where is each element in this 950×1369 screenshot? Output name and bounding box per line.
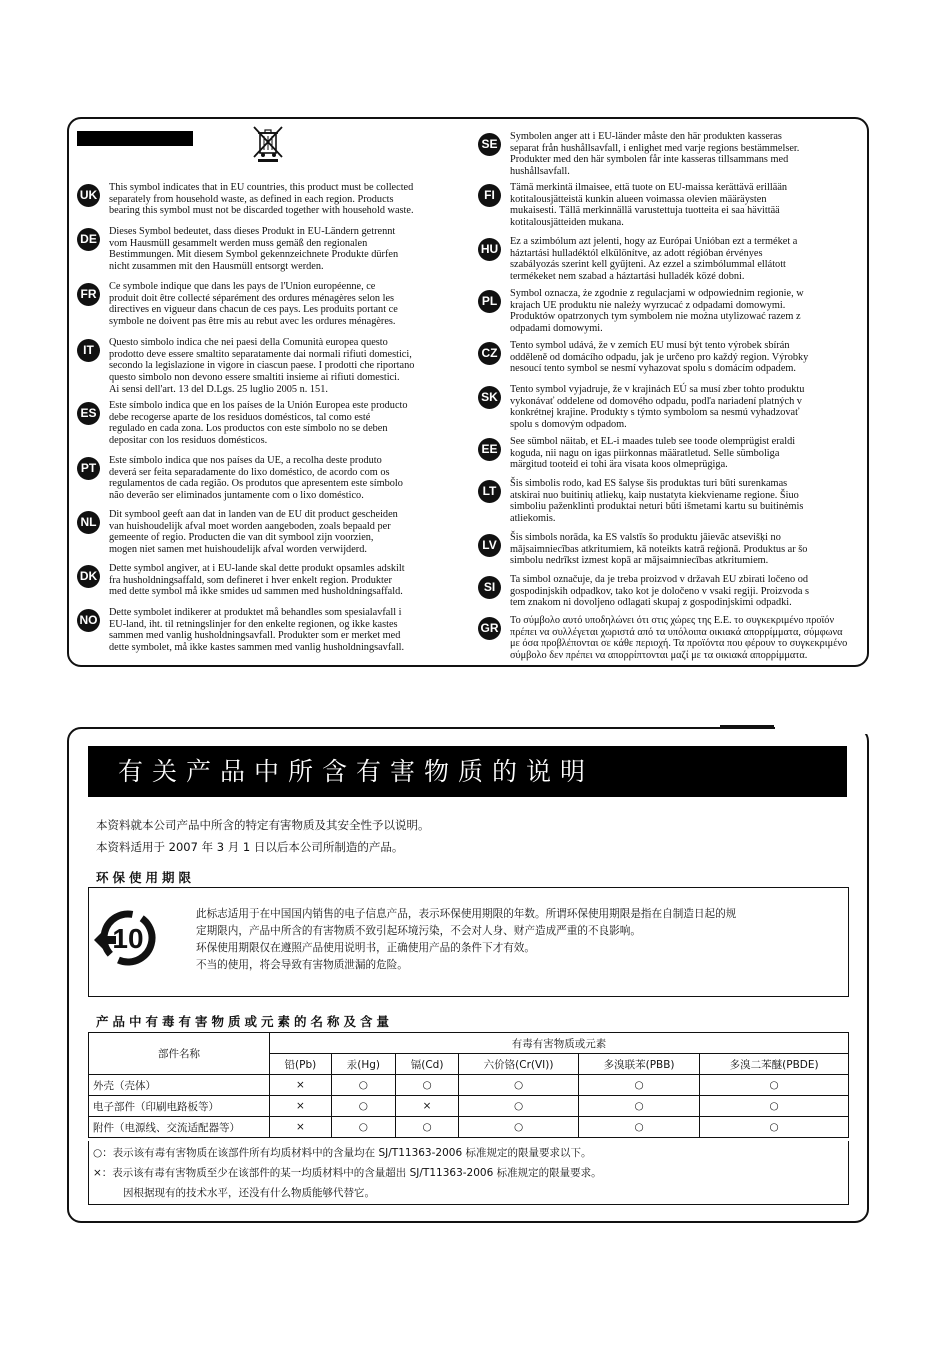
lang-text-se: Symbolen anger att i EU-länder måste den här produkten kasseras separat från hushållsavfall, i enlighet med varje regions bestämmelser. Produkter med den här symbolen får inte kasseras tillsammans med hushållsavfall. <box>510 131 800 178</box>
box-corner-gap <box>775 722 875 734</box>
lang-badge-nl: NL <box>77 511 100 534</box>
table-heading: 产品中有毒有害物质或元素的名称及含量 <box>96 1014 394 1029</box>
lang-block-it <box>77 337 469 396</box>
lang-badge-ee: EE <box>478 438 501 461</box>
intro-line-1: 本资料就本公司产品中所含的特定有害物质及其安全性予以说明。 <box>96 818 430 832</box>
part-name-cell: 外壳（壳体） <box>89 1075 270 1096</box>
intro-line-2: 本资料适用于 2007 年 3 月 1 日以后本公司所制造的产品。 <box>96 840 404 854</box>
lang-block-dk <box>77 563 469 598</box>
lang-block-pt <box>77 455 469 502</box>
lang-text-dk: Dette symbol angiver, at i EU-lande skal dette produkt opsamles adskilt fra husholdningsaffald, som defineret i hver enkelt region. Produkter med dette symbol må ikke smides ud sammen med husholdningsaffald. <box>109 563 405 598</box>
lang-badge-pl: PL <box>478 290 501 313</box>
lang-badge-gr: GR <box>478 617 501 640</box>
lang-block-pl <box>478 288 862 335</box>
lang-block-cz <box>478 340 862 375</box>
substance-column-header: 镉(Cd) <box>395 1054 458 1075</box>
lang-badge-uk: UK <box>77 184 100 207</box>
substance-column-header: 多溴二苯醚(PBDE) <box>700 1054 849 1075</box>
part-name-cell: 附件（电源线、交流适配器等） <box>89 1117 270 1138</box>
rohs-title: 有关产品中所含有害物质的说明 <box>88 746 847 797</box>
lang-badge-si: SI <box>478 576 501 599</box>
lang-text-de: Dieses Symbol bedeutet, dass dieses Produkt in EU-Ländern getrennt vom Hausmüll gesammelt werden muss gemäß den regionalen Bestimmungen. Mit diesem Symbol gekennzeichnete Produkte dürfen nicht zusammen mit den Hausmüll entsorgt werden. <box>109 226 399 273</box>
table-row <box>89 1075 849 1096</box>
lang-block-de <box>77 226 469 273</box>
lang-block-se <box>478 131 862 178</box>
lang-badge-hu: HU <box>478 238 501 261</box>
substance-column-header: 汞(Hg) <box>331 1054 395 1075</box>
substance-mark-cell: ○ <box>578 1096 699 1117</box>
lang-badge-cz: CZ <box>478 342 501 365</box>
substance-mark-cell: ○ <box>459 1096 579 1117</box>
efup-10-years-icon <box>92 898 156 978</box>
substance-mark-cell: × <box>270 1096 332 1117</box>
substance-group-header: 有毒有害物质或元素 <box>270 1033 849 1054</box>
lang-badge-it: IT <box>77 339 100 362</box>
crossed-bin-icon <box>249 124 287 162</box>
substance-mark-cell: × <box>270 1075 332 1096</box>
substance-mark-cell: ○ <box>459 1117 579 1138</box>
substance-mark-cell: ○ <box>578 1075 699 1096</box>
substance-mark-cell: × <box>270 1117 332 1138</box>
table-notes <box>88 1141 849 1205</box>
lang-text-hu: Ez a szimbólum azt jelenti, hogy az Európai Unióban ezt a terméket a háztartási hulladéktól elkülönítve, az adott régióban érvényes szabályozás szerint kell gyűjteni. Az ezzel a szimbólummal ellátott termékeket nem szabad a háztartási hulladék közé dobni. <box>510 236 798 283</box>
box-corner-line <box>720 725 774 727</box>
lang-text-sk: Tento symbol vyjadruje, že v krajinách EÚ sa musí zber tohto produktu vykonávať oddelene od domového odpadu, podľa nariadení platných v konkrétnej krajine. Produkty s týmto symbolom sa nesmú vyhadzovať spolu s domovým odpadom. <box>510 384 805 431</box>
lang-badge-fr: FR <box>77 283 100 306</box>
lang-text-no: Dette symbolet indikerer at produktet må behandles som spesialavfall i EU-land, iht. til retningslinjer for den enkelte regionen, og ikke kastes sammen med vanlig husholdningsavfall. Produkter som er merket med dette symbolet, må ikke kastes sammen med vanlig husholdningsavfall. <box>109 607 405 654</box>
lang-block-es <box>77 400 469 447</box>
lang-badge-lv: LV <box>478 534 501 557</box>
lang-badge-sk: SK <box>478 386 501 409</box>
substance-mark-cell: ○ <box>395 1117 458 1138</box>
lang-badge-de: DE <box>77 228 100 251</box>
substance-mark-cell: × <box>395 1096 458 1117</box>
substance-column-header: 多溴联苯(PBB) <box>578 1054 699 1075</box>
part-name-cell: 电子部件（印刷电路板等） <box>89 1096 270 1117</box>
note-circle: ○：表示该有毒有害物质在该部件所有均质材料中的含量均在 SJ/T11363-2006 标准规定的限量要求以下。 <box>93 1147 592 1159</box>
efup-heading: 环保使用期限 <box>96 870 196 885</box>
substance-mark-cell: ○ <box>331 1096 395 1117</box>
lang-block-no <box>77 607 469 654</box>
lang-block-ee <box>478 436 862 471</box>
part-name-header: 部件名称 <box>89 1033 270 1075</box>
lang-badge-pt: PT <box>77 457 100 480</box>
substance-mark-cell: ○ <box>459 1075 579 1096</box>
substance-mark-cell: ○ <box>331 1117 395 1138</box>
substance-mark-cell: ○ <box>700 1117 849 1138</box>
substance-mark-cell: ○ <box>700 1096 849 1117</box>
lang-text-nl: Dit symbool geeft aan dat in landen van de EU dit product gescheiden van huishoudelijk afval moet worden aangeboden, zoals bepaald per gemeente of regio. Producten die van dit symbool zijn voorzien, mogen niet samen met huishoudelijk afval worden verwijderd. <box>109 509 398 556</box>
lang-badge-lt: LT <box>478 480 501 503</box>
lang-text-pt: Este símbolo indica que nos países da UE, a recolha deste produto deverá ser feita separadamente do lixo doméstico, de acordo com os regulamentos de cada região. Os produtos que apresentem este símbolo não deverão ser eliminados juntamente com o lixo doméstico. <box>109 455 403 502</box>
lang-badge-es: ES <box>77 402 100 425</box>
lang-text-pl: Symbol oznacza, że zgodnie z regulacjami w odpowiednim regionie, w krajach UE produktu nie należy wyrzucać z odpadami domowymi. Produktów opatrzonych tym symbolem nie można utylizować razem z odpadami domowymi. <box>510 288 804 335</box>
lang-block-gr <box>478 615 862 662</box>
lang-text-uk: This symbol indicates that in EU countries, this product must be collected separately from household waste, as defined in each region. Products bearing this symbol must not be discarded together with household waste. <box>109 182 414 217</box>
substance-mark-cell: ○ <box>578 1117 699 1138</box>
lang-text-ee: See sümbol näitab, et EL-i maades tuleb see toode olemprügist eraldi koguda, nii nagu on igas piirkonnas määratletud. Selle sümboliga märgitud tooteid ei tohi ära visata koos olmeprügiga. <box>510 436 796 471</box>
lang-block-si <box>478 574 862 609</box>
lang-block-fr <box>77 281 469 328</box>
lang-block-uk <box>77 182 469 217</box>
note-reason: 因根据现有的技术水平，还没有什么物质能够代替它。 <box>123 1187 375 1199</box>
substance-mark-cell: ○ <box>700 1075 849 1096</box>
efup-number: 10 <box>112 923 144 954</box>
lang-badge-no: NO <box>77 609 100 632</box>
lang-block-lt <box>478 478 862 525</box>
substance-mark-cell: ○ <box>395 1075 458 1096</box>
lang-block-hu <box>478 236 862 283</box>
efup-description: 此标志适用于在中国国内销售的电子信息产品，表示环保使用期限的年数。所谓环保使用期限是指在自制造日起的规 定期限内，产品中所含的有害物质不致引起环境污染，不会对人身、财产造成严重的不良影响。 环保使用期限仅在遵照产品使用说明书，正确使用产品的条件下才有效。 不当的使用，将会导致有害物质泄漏的危险。 <box>196 908 737 971</box>
weee-header-bar <box>77 131 193 146</box>
lang-block-lv <box>478 532 862 567</box>
lang-block-fi <box>478 182 862 229</box>
substance-column-header: 铅(Pb) <box>270 1054 332 1075</box>
lang-text-lt: Šis simbolis rodo, kad ES šalyse šis produktas turi būti surenkamas atskirai nuo buitinių atliekų, kaip nustatyta kiekviename regione. Šiuo simboliu paženklinti produktai neturi būti išmetami kartu su buitinėmis atliekomis. <box>510 478 804 525</box>
lang-badge-dk: DK <box>77 565 100 588</box>
note-cross: ×：表示该有毒有害物质至少在该部件的某一均质材料中的含量超出 SJ/T11363-2006 标准规定的限量要求。 <box>93 1167 602 1179</box>
lang-badge-fi: FI <box>478 184 501 207</box>
substance-mark-cell: ○ <box>331 1075 395 1096</box>
lang-text-it: Questo simbolo indica che nei paesi della Comunità europea questo prodotto deve essere smaltito separatamente dai normali rifiuti domestici, secondo la legislazione in vigore in ciascun paese. I prodotti che riportano questo simbolo non devono essere smaltiti insieme ai rifiuti domestici. Ai sensi dell'art. 13 del D.Lgs. 25 luglio 2005 n. 151. <box>109 337 415 395</box>
lang-text-si: Ta simbol označuje, da je treba proizvod v državah EU zbirati ločeno od gospodinjskih odpadkov, tako kot je določeno v vsaki regiji. Proizvoda s tem znakom ni dovoljeno odlagati skupaj z gospodinjskimi odpadki. <box>510 574 810 609</box>
substance-column-header: 六价铬(Cr(VI)) <box>459 1054 579 1075</box>
lang-block-nl <box>77 509 469 556</box>
lang-block-sk <box>478 384 862 431</box>
lang-badge-se: SE <box>478 133 501 156</box>
hazard-substance-table <box>88 1032 849 1138</box>
lang-text-gr: Το σύμβολο αυτό υποδηλώνει ότι στις χώρες της Ε.Ε. το συγκεκριμένο προϊόν πρέπει να συλλέγεται χωριστά από τα υπόλοιπα οικιακά απορρίμματα, σύμφωνα με όσα προβλέπονται σε κάθε περιοχή. Τα προϊόντα που φέρουν το συγκεκριμένο σύμβολο δεν πρέπει να απορρίπτονται μαζί με τα οικιακά απορρίμματα. <box>510 615 848 662</box>
lang-text-fi: Tämä merkintä ilmaisee, että tuote on EU-maissa kerättävä erillään kotitalousjätteistä kunkin alueen voimassa olevien määräysten mukaisesti. Tällä merkinnällä varustettuja tuotteita ei saa hävittää kotitalousjätteiden mukana. <box>510 182 788 229</box>
lang-text-lv: Šis simbols norāda, ka ES valstīs šo produktu jāievāc atsevišķi no mājsaimniecības atkritumiem, kā noteikts katrā reģionā. Produktus ar šo simbolu nedrīkst izmest kopā ar mājsaimniecības atkritumiem. <box>510 532 808 567</box>
lang-text-cz: Tento symbol udává, že v zemích EU musí být tento výrobek sbírán odděleně od domácího odpadu, jak je určeno pro každý region. Výrobky nesoucí tento symbol se nesmí vyhazovat spolu s domácím odpadem. <box>510 340 809 375</box>
table-row <box>89 1117 849 1138</box>
lang-text-fr: Ce symbole indique que dans les pays de l'Union européenne, ce produit doit être collecté séparément des ordures ménagères selon les directives en vigueur dans chacun de ces pays. Les produits portant ce symbole ne doivent pas être mis au rebut avec les ordures ménagères. <box>109 281 398 328</box>
lang-text-es: Este símbolo indica que en los países de la Unión Europea este producto debe recogerse aparte de los residuos domésticos, tal como esté regulado en cada zona. Los productos con este símbolo no se deben depositar con los residuos domésticos. <box>109 400 408 447</box>
table-row <box>89 1096 849 1117</box>
